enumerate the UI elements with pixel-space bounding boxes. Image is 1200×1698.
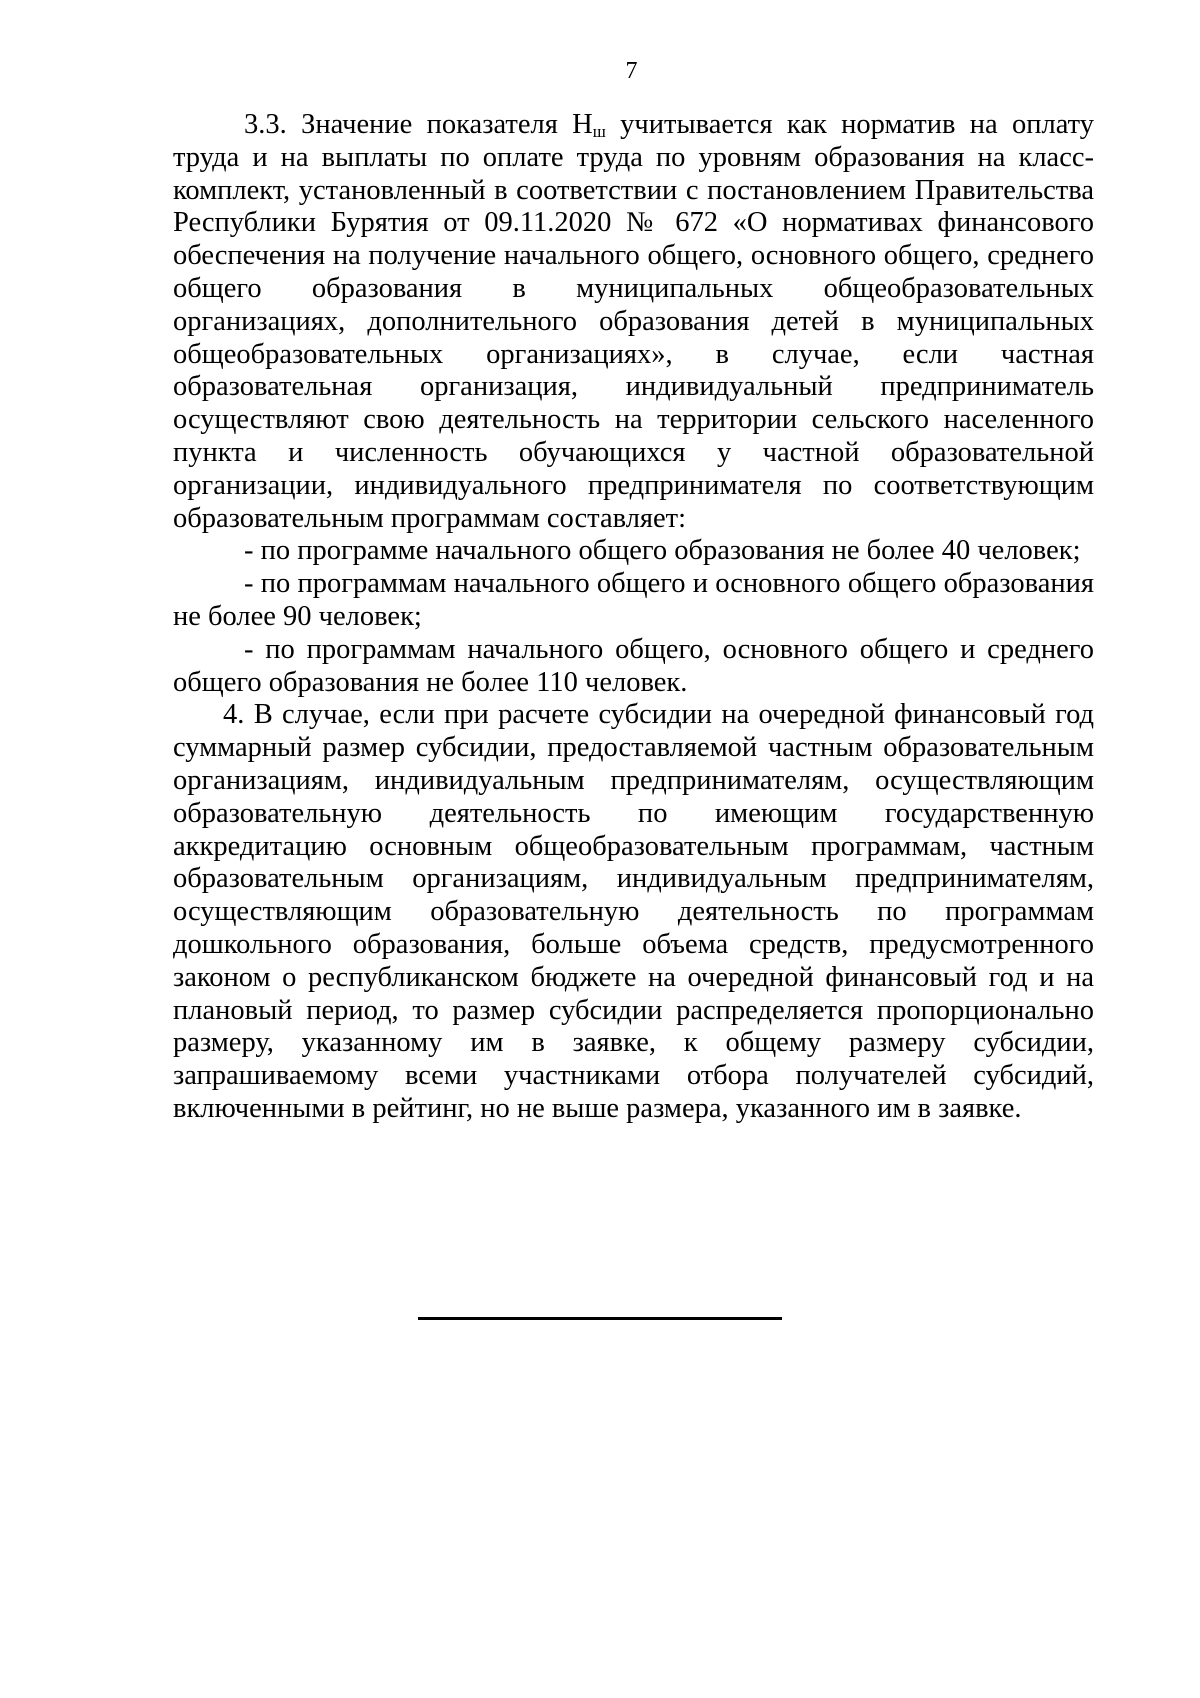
document-body	[173, 109, 1094, 1126]
indicator-subscript: ш	[592, 122, 606, 141]
paragraph-3-3-rest: учитывается как норматив на оплату труда и на выплаты по оплате труда по уровням образования на класс-комплект, установленный в соответствии с постановлением Правительства Республики Бурятия от 09.11.2020 № 672 «О нормативах финансового обеспечения на получение начального общего, основного общего, среднего общего образования в муниципальных общеобразовательных организациях, дополнительного образования детей в муниципальных общеобразовательных организациях», в случае, если частная образовательная организация, индивидуальный предприниматель осуществляют свою деятельность на территории сельского населенного пункта и численность обучающихся у частной образовательной организации, индивидуального предпринимателя по соответствующим образовательным программам составляет:	[173, 109, 1094, 534]
list-item-primary: - по программе начального общего образования не более 40 человек;	[244, 535, 1081, 567]
paragraph-4: 4. В случае, если при расчете субсидии на очередной финансовый год суммарный размер субсидии, предоставляемой частным образовательным организациям, индивидуальным предпринимателям, осуществляющим образовательную деятельность по имеющим государственную аккредитацию основным общеобразовательным программам, частным образовательным организациям, индивидуальным предпринимателям, осуществляющим образовательную деятельность по программам дошкольного образования, больше объема средств, предусмотренного законом о республиканском бюджете на очередной финансовый год и на плановый период, то размер субсидии распределяется пропорционально размеру, указанному им в заявке, к общему размеру субсидии, запрашиваемому всеми участниками отбора получателей субсидий, включенными в рейтинг, но не выше размера, указанного им в заявке.	[173, 699, 1094, 1124]
paragraph-3-3-start: 3.3. Значение показателя Н	[244, 109, 593, 140]
list-item-primary-basic-secondary: - по программам начального общего, основного общего и среднего общего образования не более 110 человек.	[173, 633, 1094, 698]
list-item-primary-basic: - по программам начального общего и основного общего образования не более 90 человек;	[173, 568, 1094, 632]
page-number: 7	[625, 58, 638, 84]
paragraph-3-3	[173, 109, 1094, 535]
end-of-document-rule	[418, 1317, 782, 1320]
